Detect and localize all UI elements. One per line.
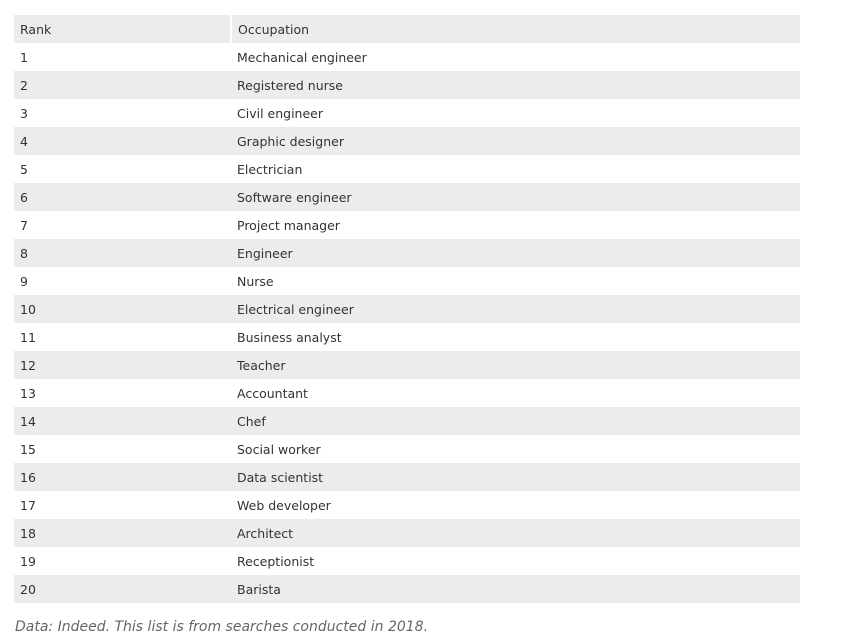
table-row (14, 211, 800, 239)
rank-column-header: Rank (14, 15, 231, 43)
occupation-cell: Mechanical engineer (237, 49, 367, 65)
occupation-column-header: Occupation (238, 21, 310, 37)
table-row (14, 463, 800, 491)
occupation-cell: Electrical engineer (237, 301, 354, 317)
rank-cell: 19 (20, 553, 36, 569)
table-row (14, 183, 800, 211)
occupation-cell: Electrician (237, 161, 303, 177)
occupation-table (14, 15, 800, 603)
rank-cell: 5 (20, 161, 28, 177)
rank-cell: 16 (20, 469, 36, 485)
table-row (14, 43, 800, 71)
rank-cell: 7 (20, 217, 28, 233)
rank-cell: 15 (20, 441, 36, 457)
occupation-cell: Barista (237, 581, 281, 597)
rank-cell: 13 (20, 385, 36, 401)
occupation-cell: Graphic designer (237, 133, 344, 149)
occupation-cell: Civil engineer (237, 105, 323, 121)
occupation-cell: Project manager (237, 217, 340, 233)
rank-cell: 18 (20, 525, 36, 541)
table-header (14, 15, 800, 43)
table-row (14, 99, 800, 127)
occupation-cell: Chef (237, 413, 266, 429)
rank-cell: 1 (20, 49, 28, 65)
rank-cell: 11 (20, 329, 36, 345)
source-note: Data: Indeed. This list is from searches conducted in 2018. (15, 619, 429, 635)
table-row (14, 267, 800, 295)
table-row (14, 379, 800, 407)
occupation-cell: Software engineer (237, 189, 352, 205)
rank-cell: 8 (20, 245, 28, 261)
rank-cell: 4 (20, 133, 28, 149)
table-row (14, 575, 800, 603)
occupation-cell: Architect (237, 525, 294, 541)
table-row (14, 323, 800, 351)
table-row (14, 491, 800, 519)
occupation-cell: Engineer (237, 245, 293, 261)
rank-cell: 14 (20, 413, 36, 429)
occupation-cell: Registered nurse (237, 77, 343, 93)
header-row (14, 15, 800, 43)
table-row (14, 155, 800, 183)
table-row (14, 351, 800, 379)
occupation-cell: Nurse (237, 273, 274, 289)
occupation-cell: Teacher (237, 357, 286, 373)
occupation-cell: Accountant (237, 385, 308, 401)
rank-cell: 3 (20, 105, 28, 121)
occupation-cell: Web developer (237, 497, 331, 513)
table-row (14, 71, 800, 99)
occupation-cell: Receptionist (237, 553, 315, 569)
table-row (14, 547, 800, 575)
table-row (14, 295, 800, 323)
table-row (14, 239, 800, 267)
rank-cell: 9 (20, 273, 28, 289)
table-row (14, 407, 800, 435)
table-row (14, 519, 800, 547)
occupation-cell: Social worker (237, 441, 321, 457)
rank-cell: 6 (20, 189, 28, 205)
table-body (14, 43, 800, 603)
occupation-cell: Data scientist (237, 469, 324, 485)
rank-cell: 2 (20, 77, 28, 93)
rank-cell: 17 (20, 497, 36, 513)
rank-cell: 12 (20, 357, 36, 373)
rank-cell: 20 (20, 581, 36, 597)
table-row (14, 435, 800, 463)
occupation-cell: Business analyst (237, 329, 342, 345)
rank-cell: 10 (20, 301, 36, 317)
table-row (14, 127, 800, 155)
